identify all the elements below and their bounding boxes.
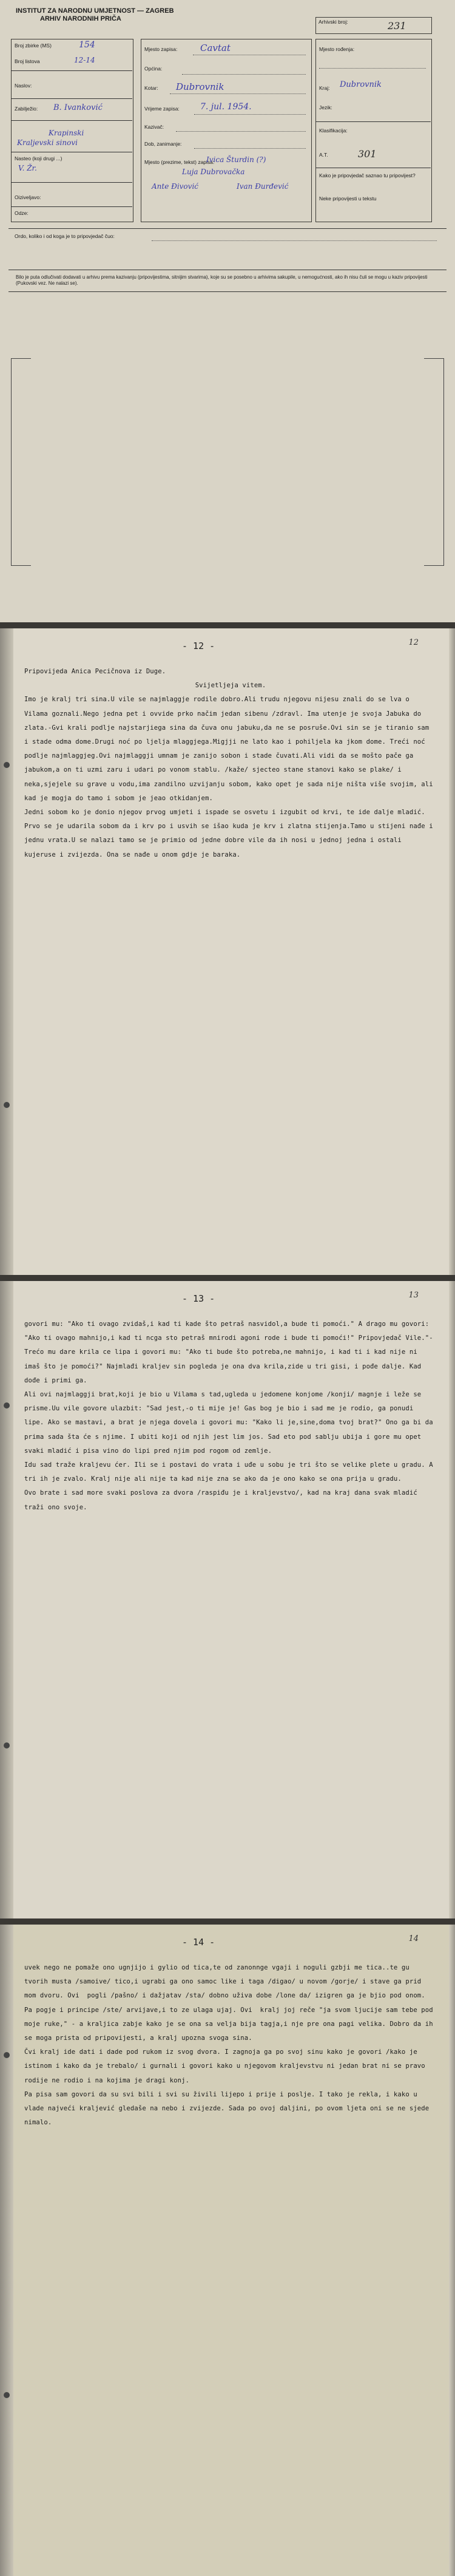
archive-number-label: Arhivski broj:: [318, 19, 348, 25]
region-value: Cavtat: [200, 42, 231, 53]
naslov-hw: Kraljevski sinovi: [17, 138, 78, 147]
paragraph: Prvo se je udarila sobom da i krv po i usvih se išao kuda je krv i zlatna stijenja.Tamo u stijeni nađe i jednu vrata.U se nalazi tamo se je primio od jedne dobre vile da ih nosi u jednoj jedna i ostali kujeruse i zvijezda. Ona se nađe u onom gdje je baraka.: [24, 823, 437, 858]
page-number: - 12 -: [182, 641, 215, 651]
paragraph: uvek nego ne pomaže ono ugnjijo i gylio od tica,te od zanonnge vgaji i noguli gzbji me tica..te gu tvorih musta /samoive/ tico,i ugrabi ga ono samoc like i taga /digao/ u novom /gorje/ i stave ga prid mom dvoru. Ovi pogli /pašno/ i dažjatav /sta/ dobno uživa dobe /lone da/ izigren ga je bjio pod onom. Pa pogje i principe /ste/ arvijave,i to ze ulaga ujaj. Ovi kralj joj reče "ja svom ljucije sam tebe pod moje ruke," - a kraljica zabje kako je se ona sa velja bija tagja,i nje pre ona pagi velika. Dobro da ih se moga prista od pripovijesti, a kralj upozna svoga sina.: [24, 1964, 437, 2042]
left-bracket: [11, 358, 31, 566]
card-note: Bilo je puta odlučivati dodavati u arhivu prema kazivanju (pripovijestima, sitnijim stvarima), koje su se posebno u arhivima sakupile, u nemogućnosti, ako ih nisu čuli se mogu u kaziv pripovijesti (Pukovski vez. Ne nalazi se).: [16, 274, 428, 286]
collector-label: Zabilježio:: [15, 106, 38, 112]
paragraph: Idu sad traže kraljevu ćer. Ili se i postavi do vrata i uđe u sobu je tri što se velike plete u gradu. A tri ih je zvalo. Kralj nije ali nije ta kad nije zna se ako da je ono kako se ona prija u gradu.: [24, 1461, 437, 1483]
recorder-info-value: 7. jul. 1954.: [200, 102, 252, 112]
institution-header: [16, 7, 174, 23]
narrator-label: Kazivač:: [144, 124, 164, 130]
title-label: Naslov:: [15, 83, 32, 89]
orig-sheet-value: 154: [79, 40, 95, 50]
remark-label: Neke pripovijesti u tekstu: [319, 195, 377, 202]
page-corner-number: 13: [408, 1291, 419, 1300]
typed-page-14: [0, 1925, 455, 2576]
type-label: A.T.: [319, 152, 328, 158]
page-body: [24, 1961, 437, 2130]
narrator-source-label: Nasteo (koji drugi ...): [15, 155, 62, 161]
page-body: [24, 1317, 437, 1515]
page-number: - 14 -: [182, 1937, 215, 1948]
middle-column: [141, 39, 312, 222]
archive-number-value: 231: [388, 20, 406, 32]
paragraph: Imo je kralj tri sina.U vile se najmlaggje rodile dobro.Ali trudu njegovu nijesu znali do se lva o Vilama goznali.Nego jedna pet i ovvide prko načim jedan sibenu /zdravl. Ima utenje je svoja Jabuka do zlata.-Gvi krali podlje najstarjiega sina da čuva onu jabuku,da ne se posruše.Ovi sin se je tiranio sam i stade odma dome.Drugi noć po ljelja mlaggjega.Migjji ne lato kao i pohiljela ka jkom dome. Treći noć podlje najmlaggjeg.Ovi najmlaggji umnam je zanijo sobon i stade čuvati.Ali vidi da se mošto pače ga jabukom,a on ti uzmi zaru i udari po vonom stablu. /kaže/ sjecteo stane stanovi kako se plake/ i neka,sjejele su grave u vodu,ima zandilno uzvijanju sobom, kako opet je sada nije ništa više svojim, ali kad je mogja do tamo i sobom je jeao otkidanjem.: [24, 696, 437, 802]
language-label: Jezik:: [319, 104, 332, 110]
district-label: Kotar:: [144, 85, 158, 91]
right-bracket: [424, 358, 444, 566]
catalogue-card: [0, 0, 455, 622]
collector-value: B. Ivanković: [53, 103, 103, 112]
place-origin-label: Mjesto (prezime, tekst) zapisa:: [144, 159, 215, 165]
origin-line2: Luja Dubrovačka: [182, 168, 245, 176]
paragraph: Ali ovi najmlaggji brat,koji je bio u Vilama s tad,ugleda u jedomene konjome /konji/ magnje i leže se prisme.Uu vile govore ulazbit: "Sad jest,-o ti mije je! Gas bog je bio i sad me je rodio, ga ponudi lipe. Ako se mastavi, a brat je njega dovela i govori mu: "Kako li je,sine,doma tvoj brat?" Ono ga bi da prima sada šta će s njime. I ubiti koji od njih jest lim jos. Sad eto pod sablju ubija i gore mu opet svaki mladić i pisa vino do lipi pred njim pod rogom od zemlje.: [24, 1391, 437, 1455]
page-corner-number: 14: [408, 1934, 419, 1943]
paragraph: Jedni sobom ko je donio njegov prvog umjeti i ispade se osvetu i izgubit od krvi, te ide dalje mladić.: [24, 809, 425, 817]
typed-page-12: [0, 628, 455, 1275]
sender-label: Oiziveljavo:: [15, 194, 41, 200]
type-value: 301: [358, 148, 377, 160]
signature-prefix: V. Žr.: [18, 164, 37, 172]
zabiljezio-hw: Krapinski: [49, 129, 84, 137]
odze-label: Odze:: [15, 210, 29, 216]
paragraph: Pa pisa sam govori da su svi bili i svi su živili lijepo i prije i poslje. I tako je rekla, i kako u vlade najveći kraljević gledaše na nebo i zvijezde. Sada po ovoj daljini, po ovom ljeta oni se ne sjede nimalo.: [24, 2090, 433, 2127]
page-number: - 13 -: [182, 1293, 215, 1304]
page-body: [24, 665, 437, 862]
typed-page-13: [0, 1281, 455, 1918]
origin-line1: Ivica Šturdin (?): [206, 155, 266, 164]
district-value: Dubrovnik: [176, 81, 224, 92]
paragraph: govori mu: "Ako ti ovago zvidaš,i kad ti kade što petraš nasvidol,a bude ti pomoći." A drago mu govori: "Ako ti ovago mahnijo,i kad ti ncga sto petraš mnirodi agoni rode i bude ti pomoći!" Pripovjedač Vile."- Trećo mu dare krila ce lipa i govori mu: "Ako ti bude što potreba,ne mahnijo, i kad ti i kad nije ni imaš što je pomoći?" Najmlađi kraljev sin pogleda je ona dva krila,zide u tri gisi, i pođe dalje. Kad dođe i primi ga.: [24, 1320, 437, 1384]
institution-line1: INSTITUT ZA NARODNU UMJETNOST — ZAGREB: [16, 7, 174, 15]
intro-line: Pripovijeda Anica Pecičnova iz Duge.: [24, 668, 166, 675]
narrator-line2: Ante Đivović: [152, 182, 198, 191]
story-title: Svijetljeja vitem.: [195, 682, 266, 690]
recorder-info-label: Vrijeme zapisa:: [144, 106, 180, 112]
county-label: Kraj:: [319, 85, 330, 91]
further-note-label: Kako je pripovjedač saznao tu pripovijest?: [319, 172, 416, 178]
page-corner-number: 12: [408, 638, 419, 647]
page-count-label: Broj listova: [15, 58, 40, 64]
narrator-value: Ivan Đurđević: [237, 182, 289, 191]
paragraph: Ovo brate i sad more svaki poslova za dvora /raspiđu je i kraljevstvo/, kad na kraj dana svak mladić traži ono svoje.: [24, 1489, 422, 1511]
classification-label: Klasifikacija:: [319, 127, 348, 134]
orig-sheet-label: Broj zbirke (MS): [15, 42, 52, 49]
page-count-value: 12-14: [74, 56, 95, 64]
mjesto-kazivaca-label: Mjesto rođenja:: [319, 46, 355, 52]
institution-line2: ARHIV NARODNIH PRIČA: [40, 15, 121, 22]
region-label: Mjesto zapisa:: [144, 46, 178, 52]
ordo-label: Ordo, koliko i od koga je to pripovjedač čuo:: [15, 233, 115, 239]
municipality-label: Općina:: [144, 66, 163, 72]
county-value: Dubrovnik: [340, 80, 382, 89]
age-label: Dob, zanimanje:: [144, 141, 182, 147]
archive-number-box: [315, 17, 432, 34]
paragraph: Čvi kralj ide dati i dade pod rukom iz svog dvora. I zagnoja ga po svoj sinu kako je govori /kako je istinom i kako da je trebalo/ i gurnali i govori kako u njegovom kraljevstvu ni jedan brat ni se pravo rodije ne rodio i na kojima je dragi konj.: [24, 2048, 430, 2084]
